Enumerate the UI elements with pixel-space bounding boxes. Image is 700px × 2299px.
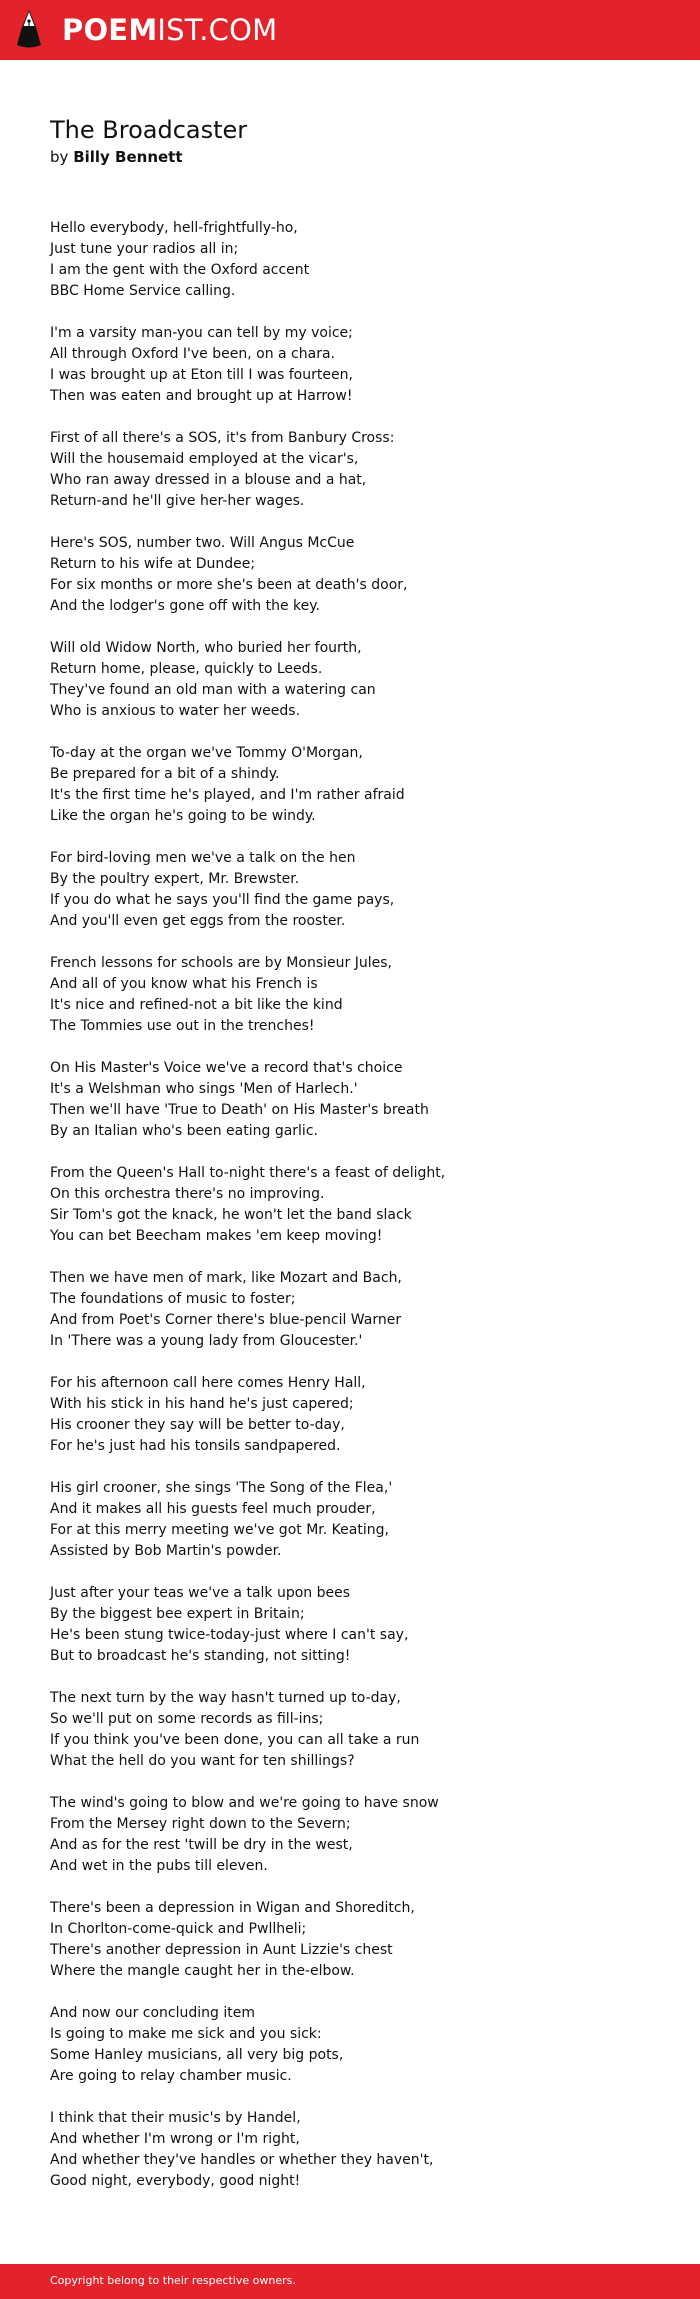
- poem-line: For six months or more she's been at death's door,: [50, 577, 408, 593]
- poem-line: BBC Home Service calling.: [50, 283, 236, 299]
- copyright-text: Copyright belong to their respective owners.: [50, 2274, 296, 2287]
- poem-line: So we'll put on some records as fill-ins;: [50, 1711, 324, 1727]
- stanza: [50, 2003, 670, 2087]
- poem-line: But to broadcast he's standing, not sitting!: [50, 1648, 351, 1664]
- stanza: [50, 953, 670, 1037]
- site-header: [0, 0, 700, 60]
- poem-line: Like the organ he's going to be windy.: [50, 808, 316, 824]
- poem-line: Then we have men of mark, like Mozart and Bach,: [50, 1270, 402, 1286]
- poem-line: I'm a varsity man-you can tell by my voice;: [50, 325, 353, 341]
- poem-line: Just after your teas we've a talk upon bees: [50, 1585, 351, 1601]
- poem-line: And you'll even get eggs from the rooster.: [50, 913, 346, 929]
- poem-line: From the Queen's Hall to-night there's a feast of delight,: [50, 1165, 446, 1181]
- stanza: [50, 1373, 670, 1457]
- poem-line: First of all there's a SOS, it's from Banbury Cross:: [50, 430, 395, 446]
- stanza: [50, 638, 670, 722]
- poem-line: On this orchestra there's no improving.: [50, 1186, 325, 1202]
- poem-line: With his stick in his hand he's just capered;: [50, 1396, 354, 1412]
- poem-line: Will the housemaid employed at the vicar's,: [50, 451, 359, 467]
- stanza: [50, 1793, 670, 1877]
- poem-line: What the hell do you want for ten shillings?: [50, 1753, 355, 1769]
- poem-line: If you think you've been done, you can all take a run: [50, 1732, 420, 1748]
- poem-line: Sir Tom's got the knack, he won't let the band slack: [50, 1207, 412, 1223]
- stanza: [50, 428, 670, 512]
- poem-line: His crooner they say will be better to-day,: [50, 1417, 345, 1433]
- poem-line: And from Poet's Corner there's blue-pencil Warner: [50, 1312, 402, 1328]
- stanza: [50, 1268, 670, 1352]
- poem-byline: [50, 146, 183, 168]
- poem-line: The next turn by the way hasn't turned up to-day,: [50, 1690, 401, 1706]
- stanza: [50, 323, 670, 407]
- poem-line: Return to his wife at Dundee;: [50, 556, 256, 572]
- stanza: [50, 2108, 670, 2192]
- stanza: [50, 848, 670, 932]
- poem-line: To-day at the organ we've Tommy O'Morgan,: [50, 745, 363, 761]
- poem-line: The wind's going to blow and we're going to have snow: [50, 1795, 439, 1811]
- poem-line: And whether they've handles or whether they haven't,: [50, 2152, 434, 2168]
- poem-line: It's a Welshman who sings 'Men of Harlech.': [50, 1081, 358, 1097]
- poem-line: Hello everybody, hell-frightfully-ho,: [50, 220, 298, 236]
- author-name[interactable]: Billy Bennett: [73, 148, 183, 166]
- stanza: [50, 1583, 670, 1667]
- poem-body: [50, 218, 670, 2213]
- poem-line: There's another depression in Aunt Lizzie's chest: [50, 1942, 393, 1958]
- poem-line: For bird-loving men we've a talk on the hen: [50, 850, 356, 866]
- poem-line: By the biggest bee expert in Britain;: [50, 1606, 305, 1622]
- stanza: [50, 1688, 670, 1772]
- poem-line: Then we'll have 'True to Death' on His Master's breath: [50, 1102, 429, 1118]
- stanza: [50, 1163, 670, 1247]
- poem-line: And wet in the pubs till eleven.: [50, 1858, 268, 1874]
- logo-text-light: IST.COM: [157, 13, 278, 47]
- poem-line: Some Hanley musicians, all very big pots,: [50, 2047, 344, 2063]
- stanza: [50, 743, 670, 827]
- poem-line: If you do what he says you'll find the game pays,: [50, 892, 395, 908]
- poem-line: I am the gent with the Oxford accent: [50, 262, 310, 278]
- poem-line: In 'There was a young lady from Gloucester.': [50, 1333, 363, 1349]
- poem-title: The Broadcaster: [50, 116, 248, 144]
- poem-line: On His Master's Voice we've a record that's choice: [50, 1060, 403, 1076]
- stanza: [50, 533, 670, 617]
- poem-line: Are going to relay chamber music.: [50, 2068, 292, 2084]
- poem-line: For his afternoon call here comes Henry Hall,: [50, 1375, 366, 1391]
- poem-line: It's nice and refined-not a bit like the kind: [50, 997, 343, 1013]
- poem-line: Just tune your radios all in;: [50, 241, 239, 257]
- poem-line: It's the first time he's played, and I'm rather afraid: [50, 787, 405, 803]
- pen-nib-icon[interactable]: [16, 9, 42, 51]
- poem-line: There's been a depression in Wigan and Shoreditch,: [50, 1900, 415, 1916]
- poem-line: From the Mersey right down to the Severn;: [50, 1816, 351, 1832]
- stanza: [50, 1478, 670, 1562]
- poem-line: All through Oxford I've been, on a chara.: [50, 346, 335, 362]
- poem-line: French lessons for schools are by Monsieur Jules,: [50, 955, 392, 971]
- poem-line: In Chorlton-come-quick and Pwllheli;: [50, 1921, 307, 1937]
- poem-line: And now our concluding item: [50, 2005, 255, 2021]
- logo-text-bold: POEM: [62, 13, 158, 47]
- poem-line: He's been stung twice-today-just where I can't say,: [50, 1627, 409, 1643]
- poem-line: Assisted by Bob Martin's powder.: [50, 1543, 282, 1559]
- poem-line: And it makes all his guests feel much prouder,: [50, 1501, 376, 1517]
- poem-line: I think that their music's by Handel,: [50, 2110, 301, 2126]
- poem-line: They've found an old man with a watering can: [50, 682, 376, 698]
- poem-line: I was brought up at Eton till I was fourteen,: [50, 367, 353, 383]
- poem-line: For he's just had his tonsils sandpapered.: [50, 1438, 341, 1454]
- poem-line: Return home, please, quickly to Leeds.: [50, 661, 323, 677]
- poem-line: Good night, everybody, good night!: [50, 2173, 301, 2189]
- poem-line: Then was eaten and brought up at Harrow!: [50, 388, 353, 404]
- poem-line: Return-and he'll give her-her wages.: [50, 493, 305, 509]
- poem-line: And the lodger's gone off with the key.: [50, 598, 320, 614]
- poem-line: Who is anxious to water her weeds.: [50, 703, 301, 719]
- poem-line: Will old Widow North, who buried her fourth,: [50, 640, 362, 656]
- poem-line: And as for the rest 'twill be dry in the west,: [50, 1837, 353, 1853]
- poem-line: The foundations of music to foster;: [50, 1291, 296, 1307]
- poem-line: You can bet Beecham makes 'em keep moving!: [50, 1228, 383, 1244]
- site-logo[interactable]: [62, 13, 277, 47]
- stanza: [50, 1898, 670, 1982]
- poem-line: Here's SOS, number two. Will Angus McCue: [50, 535, 355, 551]
- poem-line: Where the mangle caught her in the-elbow.: [50, 1963, 355, 1979]
- poem-line: And whether I'm wrong or I'm right,: [50, 2131, 300, 2147]
- poem-line: His girl crooner, she sings 'The Song of the Flea,': [50, 1480, 393, 1496]
- by-label: by: [50, 148, 69, 166]
- poem-line: For at this merry meeting we've got Mr. Keating,: [50, 1522, 389, 1538]
- poem-line: The Tommies use out in the trenches!: [50, 1018, 315, 1034]
- poem-line: By an Italian who's been eating garlic.: [50, 1123, 318, 1139]
- poem-line: Is going to make me sick and you sick:: [50, 2026, 322, 2042]
- site-footer: [0, 2264, 700, 2299]
- poem-line: And all of you know what his French is: [50, 976, 318, 992]
- stanza: [50, 1058, 670, 1142]
- poem-line: Be prepared for a bit of a shindy.: [50, 766, 280, 782]
- poem-line: Who ran away dressed in a blouse and a hat,: [50, 472, 367, 488]
- poem-line: By the poultry expert, Mr. Brewster.: [50, 871, 300, 887]
- stanza: [50, 218, 670, 302]
